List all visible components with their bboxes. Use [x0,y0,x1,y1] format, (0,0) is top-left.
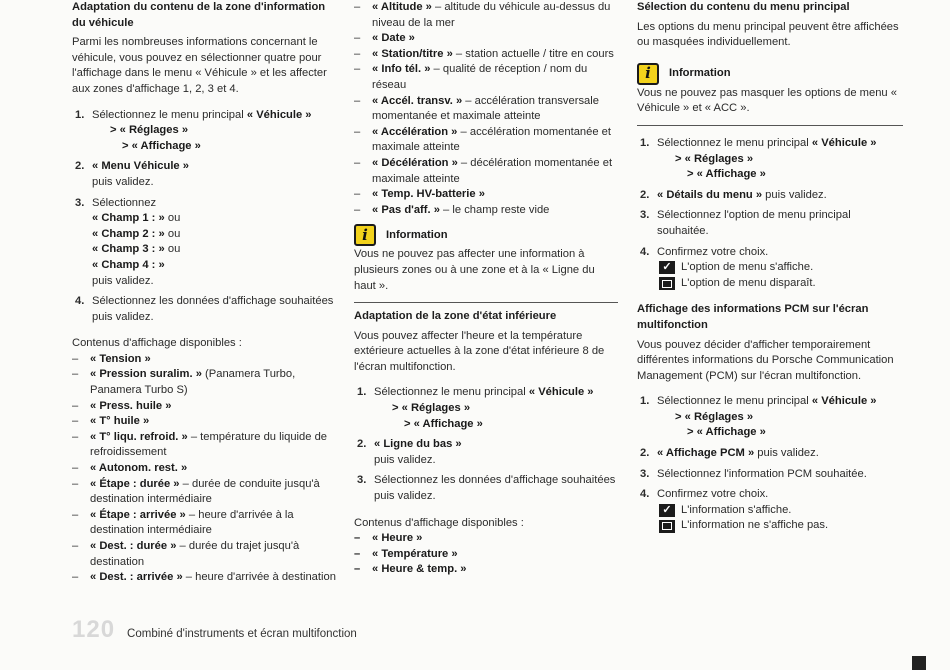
list-item: – « T° huile » [72,414,340,430]
contents-label: Contenus d'affichage disponibles : [72,337,242,350]
checkbox-unchecked-icon [659,277,675,290]
section-intro: Parmi les nombreuses informations concernant le véhicule, vous pouvez en sélectionner quatre pour l'affichage dans le menu « Véhicule » et les affecter aux zones d'affichage 1, 2, 3 et 4. [72,36,327,95]
step-item: 1. Sélectionnez le menu principal « Véhicule » > « Réglages » > « Affichage » [640,395,877,439]
page-footer [72,616,357,643]
step-list [637,394,903,534]
checkbox-unchecked-icon [659,520,675,533]
info-text: Vous ne pouvez pas affecter une information à plusieurs zones ou à une zone et à la « Ligne du haut ». [354,248,595,292]
contents-list [354,531,618,578]
list-item: – « Heure » [354,531,618,547]
list-item: – « Accélération » – accélération momentanée et maximale atteinte [354,125,618,156]
step-item: 4. Confirmez votre choix. ✓ L'option de menu s'affiche. L'option de menu disparaît. [637,245,903,292]
list-item: – « Pression suralim. » (Panamera Turbo, Panamera Turbo S) [72,367,340,398]
list-item: – « Heure & temp. » [354,562,618,578]
info-icon: i [354,224,376,246]
step-list [72,108,340,326]
contents-list [354,0,618,218]
step-item: 4. Sélectionnez les données d'affichage souhaitées puis validez. [75,295,334,323]
section-heading: Adaptation du contenu de la zone d'information du véhicule [72,1,326,29]
list-item: – « Dest. : durée » – durée du trajet jusqu'à destination [72,539,340,570]
step-list [637,136,903,291]
unchecked-row: L'option de menu disparaît. [659,276,903,292]
step-item: 3. Sélectionnez les données d'affichage souhaitées puis validez. [357,474,616,503]
list-item: – « Température » [354,547,618,563]
step-item: 3. Sélectionnez l'option de menu principal souhaitée. [640,209,851,237]
list-item: – « Press. huile » [72,399,340,415]
column-left [72,0,340,586]
step-item: 3. Sélectionnez « Champ 1 : » ou « Champ 2 : » ou « Champ 3 : » ou « Champ 4 : » puis validez. [75,196,181,287]
list-item: – « Station/titre » – station actuelle / titre en cours [354,47,618,63]
section-heading: Affichage des informations PCM sur l'écran multifonction [637,303,869,331]
step-item: 2. « Détails du menu » puis validez. [640,188,827,201]
info-note: i Information [637,63,903,85]
info-text: Vous ne pouvez pas masquer les options de menu « Véhicule » et « ACC ». [637,86,897,115]
section-intro: Les options du menu principal peuvent être affichées ou masquées individuellement. [637,20,899,49]
list-item: – « Étape : durée » – durée de conduite jusqu'à destination intermédiaire [72,477,340,508]
checked-row: ✓ L'option de menu s'affiche. [659,260,903,276]
info-icon: i [637,63,659,85]
checkbox-checked-icon: ✓ [659,261,675,274]
column-right [637,0,903,539]
step-item: 4. Confirmez votre choix. ✓ L'information s'affiche. L'information ne s'affiche pas. [637,487,903,534]
info-note: i Information [354,224,618,246]
list-item: – « Étape : arrivée » – heure d'arrivée à la destination intermédiaire [72,508,340,539]
step-item: 1. Sélectionnez le menu principal « Véhicule » > « Réglages » > « Affichage » [640,136,877,181]
step-list [354,385,618,504]
page-number: 120 [72,616,116,643]
list-item: – « Altitude » – altitude du véhicule au-dessus du niveau de la mer [354,0,618,31]
list-item: – « Temp. HV-batterie » [354,187,618,203]
footer-title: Combiné d'instruments et écran multifonction [127,628,357,640]
unchecked-row: L'information ne s'affiche pas. [659,518,903,534]
step-item: 3. Sélectionnez l'information PCM souhaitée. [640,467,867,480]
section-intro: Vous pouvez affecter l'heure et la température extérieure actuelles à la zone d'état inférieure 8 de l'écran multifonction. [354,329,605,373]
list-item: – « Décélération » – décélération momentanée et maximale atteinte [354,156,618,187]
list-item: – « Autonom. rest. » [72,461,340,477]
section-heading: Sélection du contenu du menu principal [637,1,850,13]
checked-row: ✓ L'information s'affiche. [659,503,903,519]
step-item: 1. Sélectionnez le menu principal « Véhicule » > « Réglages » > « Affichage » [75,108,312,152]
section-divider [637,125,903,126]
corner-tab-mark [912,656,926,670]
column-middle [354,0,618,578]
step-item: 1. Sélectionnez le menu principal « Véhicule » > « Réglages » > « Affichage » [357,386,594,430]
section-heading: Adaptation de la zone d'état inférieure [354,310,557,323]
list-item: – « T° liqu. refroid. » – température du liquide de refroidissement [72,430,340,461]
list-item: – « Date » [354,31,618,47]
contents-label: Contenus d'affichage disponibles : [354,516,524,529]
contents-list [72,352,340,586]
section-divider [354,302,618,303]
step-item: 2. « Menu Véhicule » puis validez. [75,160,189,188]
section-intro: Vous pouvez décider d'afficher temporairement différentes informations du Porsche Communication Management (PCM) sur l'écran multifonction. [637,338,894,382]
list-item: – « Accél. transv. » – accélération transversale momentanée et maximale atteinte [354,94,618,125]
list-item: – « Pas d'aff. » – le champ reste vide [354,203,618,219]
checkbox-checked-icon: ✓ [659,504,675,517]
list-item: – « Dest. : arrivée » – heure d'arrivée à destination [72,570,340,586]
list-item: – « Tension » [72,352,340,368]
step-item: 2. « Ligne du bas » puis validez. [357,438,462,466]
list-item: – « Info tél. » – qualité de réception / nom du réseau [354,62,618,93]
step-item: 2. « Affichage PCM » puis validez. [640,447,819,460]
